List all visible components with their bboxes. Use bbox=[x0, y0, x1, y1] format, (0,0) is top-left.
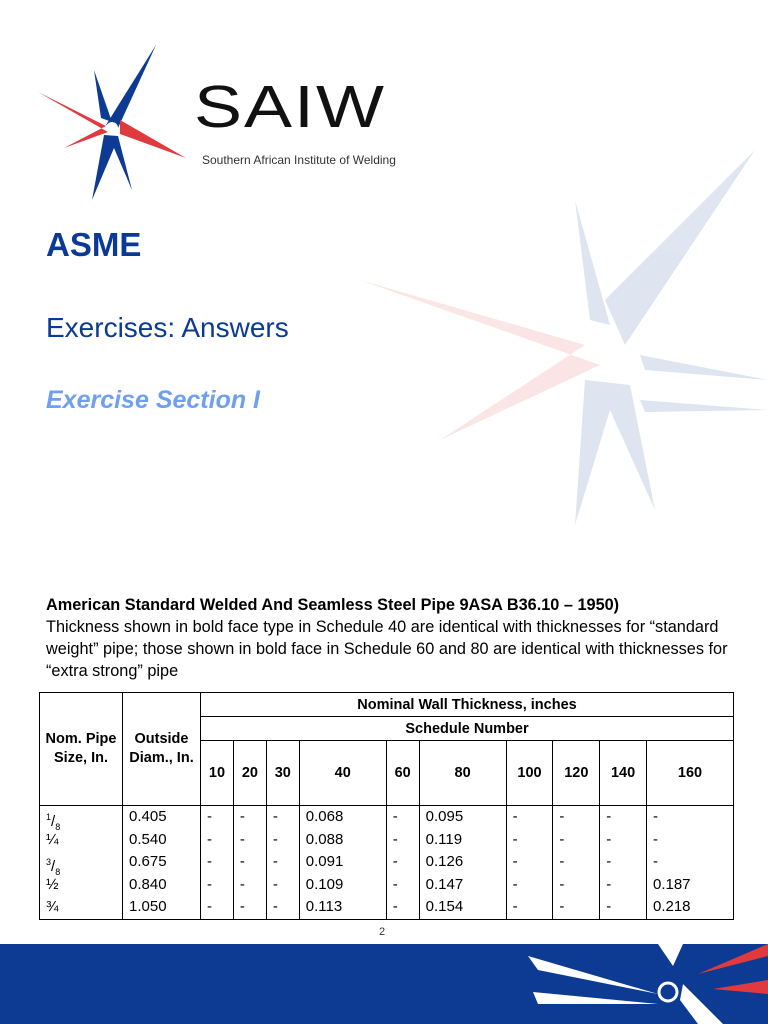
thickness-cell: - bbox=[207, 808, 212, 825]
schedule-header: 10 bbox=[201, 741, 234, 806]
schedule-header: 140 bbox=[600, 741, 647, 806]
thickness-cell: 0.147 bbox=[425, 875, 464, 893]
saiw-subtitle: Southern African Institute of Welding bbox=[202, 153, 396, 167]
thickness-cell: - bbox=[239, 830, 245, 848]
thickness-cell: - bbox=[207, 830, 212, 848]
thickness-cell: - bbox=[606, 898, 612, 915]
od-cell: 0.840 bbox=[129, 875, 167, 893]
thickness-cell: - bbox=[207, 853, 212, 870]
thickness-cell: - bbox=[207, 875, 212, 893]
thickness-cell: - bbox=[239, 808, 245, 825]
thickness-cell: 0.126 bbox=[425, 853, 464, 870]
thickness-cell: - bbox=[606, 808, 612, 825]
nom-size-cell: ½ bbox=[46, 875, 59, 893]
thickness-cell: 0.095 bbox=[425, 808, 464, 825]
footer-star-icon bbox=[508, 944, 768, 1024]
thickness-cell: - bbox=[512, 875, 518, 893]
nom-size-cell: $^3/_8$ bbox=[46, 857, 61, 877]
thickness-cell: - bbox=[239, 853, 245, 870]
schedule-header: 160 bbox=[646, 741, 733, 806]
od-cell: 0.540 bbox=[129, 830, 167, 848]
thickness-cell: 0.119 bbox=[425, 830, 463, 848]
group-header-schedule: Schedule Number bbox=[201, 717, 734, 741]
thickness-cell: - bbox=[559, 830, 565, 848]
thickness-cell: - bbox=[207, 898, 212, 915]
od-cell: 0.675 bbox=[129, 853, 167, 870]
thickness-cell: 0.113 bbox=[305, 898, 343, 915]
thickness-cell: - bbox=[272, 853, 278, 870]
schedule-column bbox=[233, 806, 266, 920]
schedule-column bbox=[600, 806, 647, 920]
schedule-header: 60 bbox=[386, 741, 419, 806]
schedule-column bbox=[646, 806, 733, 920]
thickness-cell: - bbox=[239, 898, 245, 915]
thickness-cell: - bbox=[239, 875, 245, 893]
thickness-cell: - bbox=[392, 808, 398, 825]
thickness-cell: 0.154 bbox=[425, 898, 464, 915]
thickness-cell: 0.109 bbox=[305, 875, 344, 893]
thickness-cell: - bbox=[272, 898, 278, 915]
thickness-cell: - bbox=[392, 853, 398, 870]
schedule-header: 30 bbox=[266, 741, 299, 806]
nom-size-column bbox=[40, 806, 123, 920]
group-header-wall-thickness: Nominal Wall Thickness, inches bbox=[201, 693, 734, 717]
thickness-cell: - bbox=[392, 830, 398, 848]
thickness-cell: 0.088 bbox=[305, 830, 344, 848]
thickness-cell: - bbox=[559, 875, 565, 893]
thickness-cell: - bbox=[392, 875, 398, 893]
thickness-cell: - bbox=[512, 830, 518, 848]
schedule-column bbox=[299, 806, 386, 920]
thickness-cell: 0.187 bbox=[652, 875, 691, 893]
table-heading: American Standard Welded And Seamless Steel Pipe 9ASA B36.10 – 1950) bbox=[46, 596, 620, 614]
schedule-header: 40 bbox=[299, 741, 386, 806]
schedule-header: 80 bbox=[419, 741, 506, 806]
thickness-cell: - bbox=[272, 830, 278, 848]
thickness-cell: - bbox=[512, 853, 518, 870]
schedule-header: 20 bbox=[233, 741, 266, 806]
thickness-cell: - bbox=[652, 853, 658, 870]
schedule-column bbox=[266, 806, 299, 920]
thickness-cell: - bbox=[606, 875, 612, 893]
thickness-cell: 0.218 bbox=[652, 898, 691, 915]
schedule-header: 100 bbox=[506, 741, 553, 806]
thickness-cell: - bbox=[512, 898, 518, 915]
nom-size-cell: $^1/_8$ bbox=[46, 812, 61, 832]
saiw-logo bbox=[34, 40, 434, 210]
thickness-cell: - bbox=[512, 808, 518, 825]
pipe-thickness-table bbox=[39, 692, 734, 920]
table-data-block bbox=[40, 806, 734, 920]
col-header-outside-diameter: Outside Diam., In. bbox=[123, 693, 201, 806]
thickness-cell: - bbox=[559, 808, 565, 825]
section-title: Exercise Section I bbox=[46, 386, 261, 414]
table-description: Thickness shown in bold face type in Schedule 40 are identical with thicknesses for “standard weight” pipe; those shown in bold face in Schedule 60 and 80 are identical with thicknesses for “extra strong” pipe bbox=[46, 618, 728, 680]
thickness-cell: - bbox=[652, 808, 658, 825]
thickness-cell: 0.091 bbox=[305, 853, 344, 870]
saiw-star-icon bbox=[34, 40, 194, 210]
thickness-cell: - bbox=[272, 875, 278, 893]
page-number: 2 bbox=[379, 926, 386, 938]
thickness-cell: - bbox=[559, 853, 565, 870]
thickness-cell: - bbox=[606, 830, 612, 848]
schedule-column bbox=[386, 806, 419, 920]
thickness-cell: - bbox=[272, 808, 278, 825]
saiw-wordmark: SAIW bbox=[194, 74, 387, 141]
intro-text bbox=[46, 594, 736, 682]
thickness-cell: - bbox=[652, 830, 658, 848]
schedule-column bbox=[506, 806, 553, 920]
col-header-nominal-size: Nom. Pipe Size, In. bbox=[40, 693, 123, 806]
schedule-header: 120 bbox=[553, 741, 600, 806]
schedule-column bbox=[201, 806, 234, 920]
od-cell: 0.405 bbox=[129, 808, 167, 825]
thickness-cell: - bbox=[392, 898, 398, 915]
thickness-cell: - bbox=[606, 853, 612, 870]
nom-size-cell: ¼ bbox=[46, 830, 59, 848]
nom-size-cell: ¾ bbox=[46, 898, 59, 915]
od-cell: 1.050 bbox=[129, 898, 167, 915]
schedule-column bbox=[553, 806, 600, 920]
outside-diameter-column bbox=[123, 806, 201, 920]
thickness-cell: 0.068 bbox=[305, 808, 344, 825]
page-subtitle: Exercises: Answers bbox=[46, 312, 289, 343]
thickness-cell: - bbox=[559, 898, 565, 915]
schedule-column bbox=[419, 806, 506, 920]
page-title: ASME bbox=[46, 226, 142, 263]
